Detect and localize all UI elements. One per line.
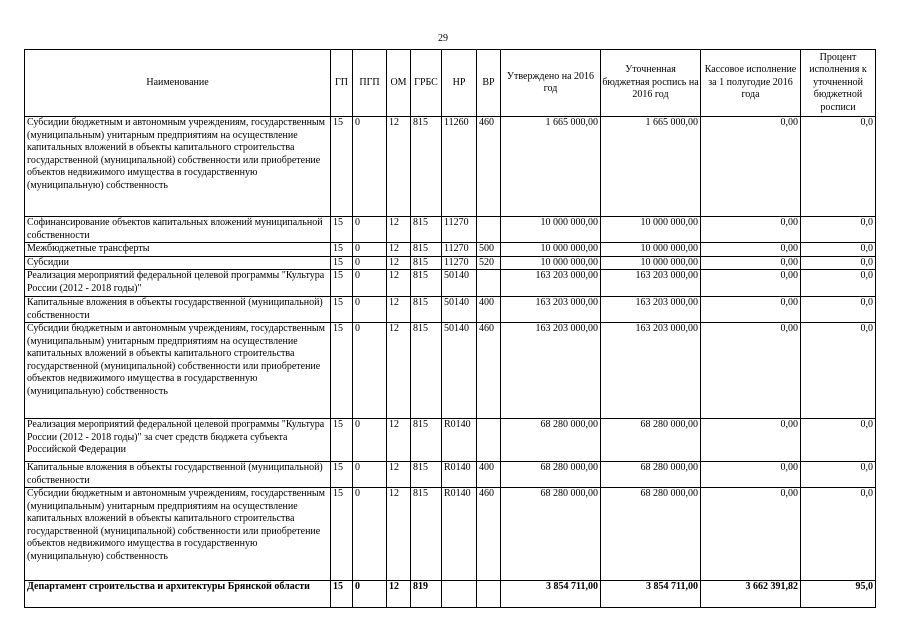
cell-om: 12 — [387, 462, 411, 488]
cell-name: Субсидии бюджетным и автономным учреждениям, государственным (муниципальным) унитарным предприятиям на осуществление капитальных вложений в объекты капитального строительства государственной (муниципальной) собственности или приобретение объектов недвижимого имущества в государственную (муниципальную) собственность — [25, 323, 331, 419]
header-revised: Уточненная бюджетная роспись на 2016 год — [601, 50, 701, 117]
cell-ppgp: 0 — [353, 256, 387, 270]
header-ppgp: ПГП — [353, 50, 387, 117]
cell-name: Субсидии — [25, 256, 331, 270]
cell-grbs: 815 — [411, 297, 442, 323]
cell-grbs: 815 — [411, 462, 442, 488]
cell-revised: 68 280 000,00 — [601, 419, 701, 462]
cell-name: Капитальные вложения в объекты государственной (муниципальной) собственности — [25, 462, 331, 488]
table-row — [25, 297, 876, 323]
cell-percent: 95,0 — [801, 581, 876, 608]
cell-om: 12 — [387, 256, 411, 270]
cell-om: 12 — [387, 323, 411, 419]
cell-om: 12 — [387, 243, 411, 257]
header-name: Наименование — [25, 50, 331, 117]
cell-revised: 163 203 000,00 — [601, 323, 701, 419]
cell-cash: 0,00 — [701, 256, 801, 270]
cell-ppgp: 0 — [353, 419, 387, 462]
cell-ppgp: 0 — [353, 488, 387, 581]
table-row — [25, 117, 876, 217]
cell-name: Капитальные вложения в объекты государственной (муниципальной) собственности — [25, 297, 331, 323]
cell-vr: 500 — [477, 243, 501, 257]
cell-gp: 15 — [331, 462, 353, 488]
cell-vr — [477, 419, 501, 462]
cell-approved: 68 280 000,00 — [501, 488, 601, 581]
cell-percent: 0,0 — [801, 488, 876, 581]
cell-cash: 0,00 — [701, 419, 801, 462]
cell-gp: 15 — [331, 217, 353, 243]
cell-om: 12 — [387, 488, 411, 581]
cell-grbs: 815 — [411, 243, 442, 257]
table-row — [25, 243, 876, 257]
cell-np: 50140 — [442, 270, 477, 297]
cell-cash: 0,00 — [701, 488, 801, 581]
cell-revised: 1 665 000,00 — [601, 117, 701, 217]
cell-vr — [477, 270, 501, 297]
header-approved: Утверждено на 2016 год — [501, 50, 601, 117]
cell-ppgp: 0 — [353, 581, 387, 608]
cell-gp: 15 — [331, 323, 353, 419]
cell-vr: 400 — [477, 297, 501, 323]
cell-np: 11260 — [442, 117, 477, 217]
header-om: ОМ — [387, 50, 411, 117]
cell-cash: 0,00 — [701, 462, 801, 488]
cell-om: 12 — [387, 297, 411, 323]
cell-cash: 3 662 391,82 — [701, 581, 801, 608]
cell-gp: 15 — [331, 243, 353, 257]
header-np: НР — [442, 50, 477, 117]
cell-np: 50140 — [442, 323, 477, 419]
cell-np: R0140 — [442, 462, 477, 488]
cell-gp: 15 — [331, 488, 353, 581]
cell-cash: 0,00 — [701, 297, 801, 323]
table-row — [25, 256, 876, 270]
cell-ppgp: 0 — [353, 117, 387, 217]
cell-gp: 15 — [331, 270, 353, 297]
cell-vr — [477, 217, 501, 243]
header-gp: ГП — [331, 50, 353, 117]
cell-grbs: 815 — [411, 117, 442, 217]
cell-om: 12 — [387, 419, 411, 462]
cell-ppgp: 0 — [353, 297, 387, 323]
cell-percent: 0,0 — [801, 297, 876, 323]
cell-revised: 163 203 000,00 — [601, 270, 701, 297]
budget-table — [24, 49, 876, 608]
cell-percent: 0,0 — [801, 419, 876, 462]
header-percent: Процент исполнения к уточненной бюджетной росписи — [801, 50, 876, 117]
cell-approved: 163 203 000,00 — [501, 270, 601, 297]
cell-om: 12 — [387, 581, 411, 608]
cell-approved: 68 280 000,00 — [501, 419, 601, 462]
cell-np: R0140 — [442, 419, 477, 462]
table-row — [25, 488, 876, 581]
table-row-total — [25, 581, 876, 608]
cell-om: 12 — [387, 117, 411, 217]
cell-gp: 15 — [331, 256, 353, 270]
page-number: 29 — [438, 33, 448, 44]
cell-cash: 0,00 — [701, 323, 801, 419]
cell-name: Субсидии бюджетным и автономным учреждениям, государственным (муниципальным) унитарным предприятиям на осуществление капитальных вложений в объекты капитального строительства государственной (муниципальной) собственности или приобретение объектов недвижимого имущества в государственную (муниципальную) собственность — [25, 117, 331, 217]
cell-grbs: 819 — [411, 581, 442, 608]
cell-cash: 0,00 — [701, 117, 801, 217]
cell-percent: 0,0 — [801, 462, 876, 488]
cell-vr: 520 — [477, 256, 501, 270]
cell-cash: 0,00 — [701, 217, 801, 243]
cell-vr — [477, 581, 501, 608]
cell-approved: 10 000 000,00 — [501, 243, 601, 257]
header-vr: ВР — [477, 50, 501, 117]
cell-approved: 1 665 000,00 — [501, 117, 601, 217]
cell-approved: 68 280 000,00 — [501, 462, 601, 488]
table-row — [25, 462, 876, 488]
table-row — [25, 419, 876, 462]
cell-vr: 460 — [477, 488, 501, 581]
cell-percent: 0,0 — [801, 323, 876, 419]
cell-revised: 68 280 000,00 — [601, 462, 701, 488]
cell-grbs: 815 — [411, 270, 442, 297]
cell-om: 12 — [387, 217, 411, 243]
cell-approved: 10 000 000,00 — [501, 217, 601, 243]
cell-name: Реализация мероприятий федеральной целевой программы "Культура России (2012 - 2018 годы)" за счет средств бюджета субъекта Российской Федерации — [25, 419, 331, 462]
cell-revised: 68 280 000,00 — [601, 488, 701, 581]
cell-gp: 15 — [331, 297, 353, 323]
cell-np: R0140 — [442, 488, 477, 581]
cell-approved: 10 000 000,00 — [501, 256, 601, 270]
header-grbs: ГРБС — [411, 50, 442, 117]
cell-np: 50140 — [442, 297, 477, 323]
cell-ppgp: 0 — [353, 462, 387, 488]
cell-grbs: 815 — [411, 488, 442, 581]
cell-np: 11270 — [442, 256, 477, 270]
table-row — [25, 323, 876, 419]
cell-vr: 400 — [477, 462, 501, 488]
cell-ppgp: 0 — [353, 323, 387, 419]
cell-percent: 0,0 — [801, 117, 876, 217]
cell-gp: 15 — [331, 117, 353, 217]
cell-ppgp: 0 — [353, 270, 387, 297]
cell-np: 11270 — [442, 243, 477, 257]
cell-om: 12 — [387, 270, 411, 297]
cell-gp: 15 — [331, 419, 353, 462]
cell-approved: 163 203 000,00 — [501, 323, 601, 419]
cell-revised: 163 203 000,00 — [601, 297, 701, 323]
cell-np: 11270 — [442, 217, 477, 243]
cell-percent: 0,0 — [801, 270, 876, 297]
cell-ppgp: 0 — [353, 243, 387, 257]
cell-name: Департамент строительства и архитектуры Брянской области — [25, 581, 331, 608]
cell-ppgp: 0 — [353, 217, 387, 243]
cell-name: Субсидии бюджетным и автономным учреждениям, государственным (муниципальным) унитарным предприятиям на осуществление капитальных вложений в объекты капитального строительства государственной (муниципальной) собственности или приобретение объектов недвижимого имущества в государственную (муниципальную) собственность — [25, 488, 331, 581]
cell-name: Межбюджетные трансферты — [25, 243, 331, 257]
cell-revised: 10 000 000,00 — [601, 217, 701, 243]
cell-vr: 460 — [477, 117, 501, 217]
cell-percent: 0,0 — [801, 256, 876, 270]
table-row — [25, 270, 876, 297]
cell-cash: 0,00 — [701, 270, 801, 297]
cell-grbs: 815 — [411, 323, 442, 419]
cell-vr: 460 — [477, 323, 501, 419]
cell-grbs: 815 — [411, 256, 442, 270]
cell-revised: 10 000 000,00 — [601, 243, 701, 257]
cell-grbs: 815 — [411, 419, 442, 462]
cell-cash: 0,00 — [701, 243, 801, 257]
table-header-row — [25, 50, 876, 117]
cell-percent: 0,0 — [801, 243, 876, 257]
cell-revised: 3 854 711,00 — [601, 581, 701, 608]
table-body — [25, 117, 876, 608]
cell-gp: 15 — [331, 581, 353, 608]
cell-np — [442, 581, 477, 608]
table-row — [25, 217, 876, 243]
cell-percent: 0,0 — [801, 217, 876, 243]
cell-revised: 10 000 000,00 — [601, 256, 701, 270]
cell-approved: 163 203 000,00 — [501, 297, 601, 323]
cell-grbs: 815 — [411, 217, 442, 243]
header-cash: Кассовое исполнение за 1 полугодие 2016 года — [701, 50, 801, 117]
cell-name: Софинансирование объектов капитальных вложений муниципальной собственности — [25, 217, 331, 243]
cell-approved: 3 854 711,00 — [501, 581, 601, 608]
cell-name: Реализация мероприятий федеральной целевой программы "Культура России (2012 - 2018 годы)" — [25, 270, 331, 297]
